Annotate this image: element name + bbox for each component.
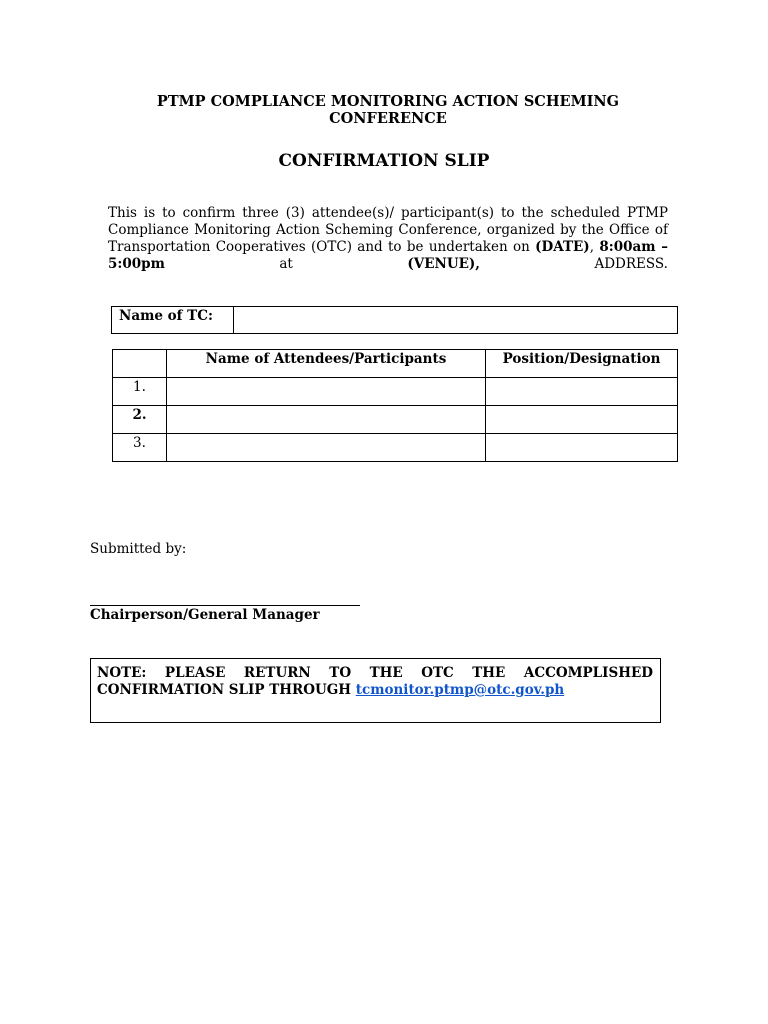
table-header-row bbox=[113, 350, 678, 378]
document-subtitle: CONFIRMATION SLIP bbox=[278, 151, 490, 171]
row-number: 1. bbox=[113, 378, 167, 406]
comma: , bbox=[589, 239, 594, 255]
note-box bbox=[90, 658, 661, 723]
signatory-title: Chairperson/General Manager bbox=[90, 607, 320, 623]
attendee-name-field[interactable] bbox=[167, 406, 486, 434]
venue-placeholder: (VENUE), bbox=[407, 256, 480, 272]
table-row bbox=[113, 378, 678, 406]
submitted-by-label: Submitted by: bbox=[90, 541, 187, 557]
header-number bbox=[113, 350, 167, 378]
tc-name-label: Name of TC: bbox=[112, 307, 234, 334]
attendee-name-field[interactable] bbox=[167, 378, 486, 406]
note-line-2: CONFIRMATION SLIP THROUGH bbox=[97, 682, 356, 698]
at-word: at bbox=[279, 256, 293, 272]
date-placeholder: (DATE) bbox=[535, 239, 590, 255]
attendee-position-field[interactable] bbox=[486, 378, 678, 406]
confirmation-paragraph bbox=[108, 205, 668, 273]
title-line-1: PTMP COMPLIANCE MONITORING ACTION SCHEMING bbox=[156, 93, 620, 110]
row-number: 2. bbox=[113, 406, 167, 434]
attendees-table bbox=[112, 349, 678, 462]
row-number: 3. bbox=[113, 434, 167, 462]
address-placeholder: ADDRESS. bbox=[594, 256, 668, 272]
header-position: Position/Designation bbox=[486, 350, 678, 378]
tc-name-field[interactable] bbox=[234, 307, 678, 334]
time-range: 8:00am – 5:00pm bbox=[108, 239, 668, 272]
table-row bbox=[113, 434, 678, 462]
tc-name-table bbox=[111, 306, 678, 334]
note-line-1: NOTE: PLEASE RETURN TO THE OTC THE ACCOMPLISHED bbox=[97, 665, 653, 681]
signature-line bbox=[90, 605, 360, 606]
attendee-position-field[interactable] bbox=[486, 434, 678, 462]
attendee-position-field[interactable] bbox=[486, 406, 678, 434]
document-title bbox=[100, 93, 676, 127]
email-link[interactable]: tcmonitor.ptmp@otc.gov.ph bbox=[355, 682, 565, 698]
paragraph-text: This is to confirm three (3) attendee(s)/ participant(s) to the scheduled PTMP Compliance Monitoring Action Scheming Conference, organized by the Office of Transportation Cooperatives (OTC) and to be undertaken on bbox=[108, 205, 668, 255]
table-row bbox=[113, 406, 678, 434]
title-line-2: CONFERENCE bbox=[329, 110, 447, 127]
header-name: Name of Attendees/Participants bbox=[167, 350, 486, 378]
attendee-name-field[interactable] bbox=[167, 434, 486, 462]
